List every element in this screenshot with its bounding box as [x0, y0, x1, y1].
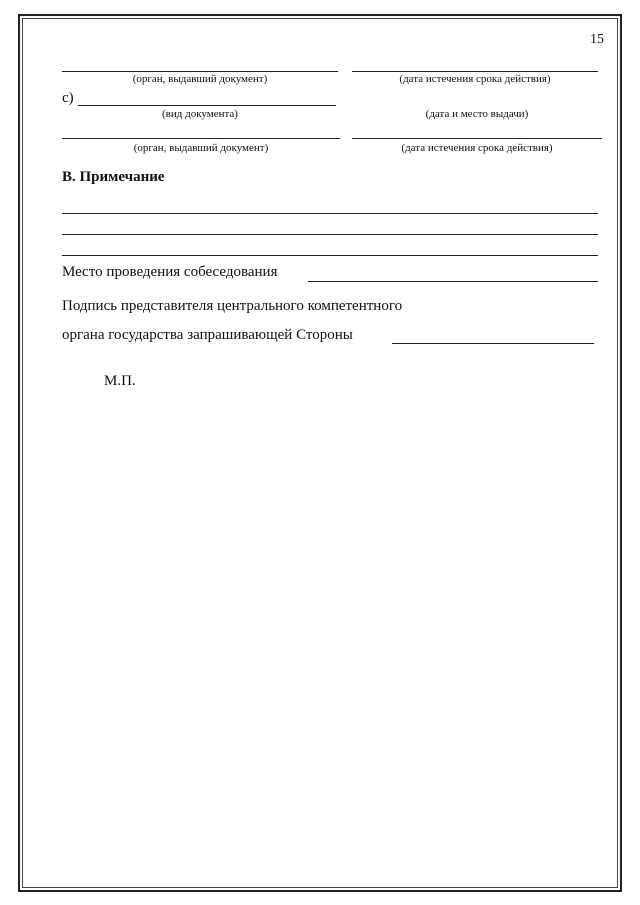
issuing-authority-line: [62, 71, 338, 72]
expiry-date-line: [352, 71, 598, 72]
page-number: 15: [590, 32, 604, 47]
stamp-placeholder: М.П.: [104, 373, 136, 389]
issuing-authority-caption: (орган, выдавший документ): [132, 73, 268, 85]
issue-date-place-caption: (дата и место выдачи): [425, 108, 529, 120]
issuing-authority-caption-2: (орган, выдавший документ): [133, 142, 269, 154]
interview-place-line: [308, 281, 598, 282]
expiry-date-caption: (дата истечения срока действия): [399, 73, 551, 85]
expiry-date-caption-2: (дата истечения срока действия): [401, 142, 553, 154]
notes-line-1: [62, 213, 598, 214]
signature-line: [392, 343, 594, 344]
expiry-date-line-2: [352, 138, 602, 139]
section-heading: В. Примечание: [62, 169, 165, 185]
interview-place-label: Место проведения собеседования: [62, 264, 278, 280]
notes-line-2: [62, 234, 598, 235]
item-marker-c: c): [62, 90, 74, 106]
document-type-line: [78, 105, 336, 106]
signature-label-line2: органа государства запрашивающей Стороны: [62, 327, 353, 343]
signature-label-line1: Подпись представителя центрального компетентного: [62, 298, 403, 314]
document-type-caption: (вид документа): [162, 108, 238, 120]
issuing-authority-line-2: [62, 138, 340, 139]
notes-line-3: [62, 255, 598, 256]
